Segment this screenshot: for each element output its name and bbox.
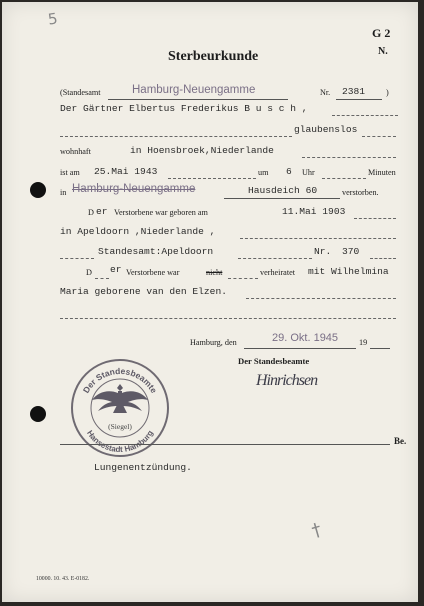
official-title: Der Standesbeamte: [238, 356, 310, 366]
death-certificate-page: [2, 2, 418, 602]
issue-date-line: [244, 348, 356, 349]
year-prefix: 19: [359, 338, 368, 347]
fill-dashes: [238, 258, 312, 259]
seal-bottom-text: Hansestadt Hamburg: [85, 428, 155, 455]
deceased-name: Der Gärtner Elbertus Frederikus B u s c h ,: [60, 103, 308, 114]
corner-pencil-mark: 5: [46, 9, 59, 29]
pencil-cross-mark: †: [309, 519, 324, 542]
in-label: in: [60, 188, 67, 197]
paren-close: ): [386, 88, 389, 97]
standesamt-label: (Standesamt: [60, 88, 101, 97]
d-label: D: [88, 208, 94, 217]
spouse-line-1: mit Wilhelmina: [308, 266, 389, 277]
address-line: [224, 198, 340, 199]
verheiratet-label: verheiratet: [260, 268, 296, 277]
form-n: N.: [378, 46, 388, 57]
uhr-label: Uhr: [302, 168, 315, 177]
fill-dashes: [322, 178, 366, 179]
standesamt-stamp: Hamburg-Neuengamme: [132, 84, 256, 96]
death-date: 25.Mai 1943: [94, 166, 158, 177]
birth-date: 11.Mai 1903: [282, 206, 346, 217]
form-code: G 2: [372, 26, 391, 40]
nr-label: Nr.: [320, 88, 331, 97]
wohnhaft-label: wohnhaft: [60, 147, 91, 156]
fill-dashes: [332, 115, 398, 116]
d-gender-value-2: er: [110, 264, 122, 275]
nicht-label: nicht: [206, 268, 223, 277]
page-title: Sterbeurkunde: [168, 49, 259, 64]
death-hour: 6: [286, 166, 292, 177]
residence-value: in Hoensbroek,Niederlande: [130, 145, 274, 156]
birth-registry-nr-label: Nr.: [314, 246, 332, 257]
fill-dashes: [240, 238, 396, 239]
ist-am-label: ist am: [60, 168, 80, 177]
seal-center-label: (Siegel): [108, 422, 132, 431]
birth-registry-nr: 370: [342, 246, 360, 257]
fill-dashes: [246, 298, 396, 299]
fill-dashes: [228, 278, 258, 279]
fill-dashes: [370, 258, 396, 259]
punch-hole: [30, 182, 46, 198]
fill-dashes: [95, 278, 109, 279]
fill-dashes: [302, 157, 396, 158]
um-label: um: [258, 168, 269, 177]
birth-registry: Standesamt:Apeldoorn: [98, 246, 214, 257]
footer-print-code: 10000. 10. 43. E-0182.: [36, 576, 90, 582]
place-stamp: Hamburg-Neuengamme: [72, 183, 196, 195]
year-line: [370, 348, 390, 349]
verstorben-label: verstorben.: [342, 188, 379, 197]
fill-dashes: [354, 218, 396, 219]
issue-date-stamp: 29. Okt. 1945: [272, 332, 339, 344]
confession-value: glaubenslos: [294, 124, 358, 135]
registry-number: 2381: [342, 86, 366, 97]
fill-dashes: [60, 136, 292, 137]
signature: Hinrichsen: [256, 372, 318, 389]
seal-top-text: Der Standesbeamte: [80, 365, 160, 395]
fill-dashes: [362, 136, 396, 137]
d-label-2: D: [86, 268, 92, 277]
fill-dashes: [60, 318, 396, 319]
standesamt-line: [108, 99, 288, 100]
death-address: Hausdeich 60: [248, 185, 318, 196]
minuten-label: Minuten: [368, 168, 396, 177]
nr-line: [336, 99, 382, 100]
be-suffix: Be.: [394, 436, 407, 446]
bottom-rule: [60, 444, 390, 445]
issue-city-label: Hamburg, den: [190, 338, 237, 347]
fill-dashes: [60, 258, 94, 259]
birth-label: Verstorbene war geboren am: [114, 208, 208, 217]
cause-of-death: Lungenentzündung.: [94, 462, 192, 473]
d-gender-value: er: [96, 206, 108, 217]
birth-place: in Apeldoorn ,Niederlande ,: [60, 226, 216, 237]
eagle-icon: [92, 384, 148, 413]
marital-label: Verstorbene war: [126, 268, 180, 277]
fill-dashes: [168, 178, 256, 179]
punch-hole: [30, 406, 46, 422]
spouse-line-2: Maria geborene van den Elzen.: [60, 286, 227, 297]
